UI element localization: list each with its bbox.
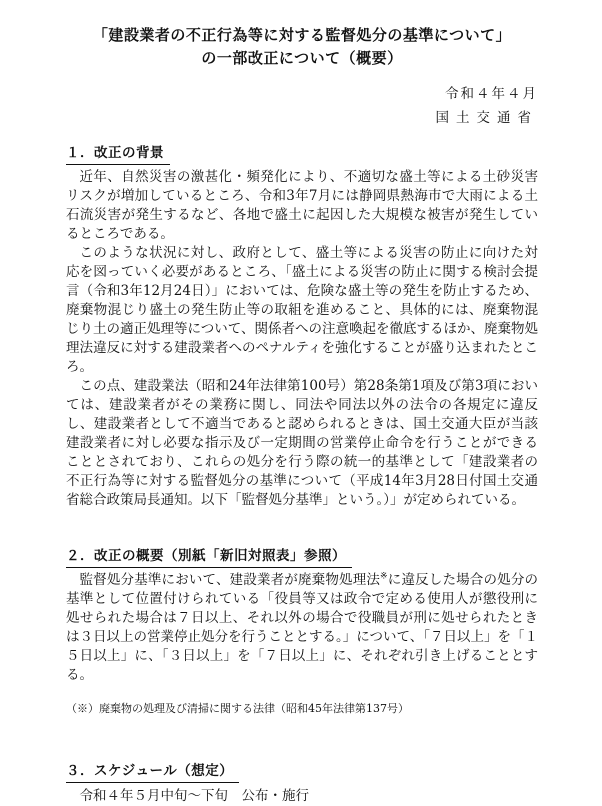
section-2-text-after-ref: に違反した場合の処分の基準として位置付けられている「役員等又は政令で定める使用人が懲役刑に処せられた場合は７日以上、それ以外の場合で役職員が刑に処せられたときは３日以上の営業停止処分を行うこととする。」について、「７日以上」を「１５日以上」に、「３日以上」を「７日以上」に、それぞれ引き上げることとする。 (66, 572, 538, 683)
section-1-body (66, 168, 538, 510)
section-2-heading: ２．改正の概要（別紙「新旧対照表」参照） (66, 546, 538, 568)
document-meta (66, 82, 538, 130)
document-date: 令和４年４月 (445, 86, 538, 102)
section-1-heading: １．改正の背景 (66, 143, 538, 165)
document-organization: 国土交通省 (435, 110, 538, 126)
section-3-heading: ３．スケジュール（想定） (66, 761, 538, 783)
section-2-text-before-ref: 監督処分基準において、建設業者が廃棄物処理法 (79, 572, 381, 588)
section-2-paragraph (66, 571, 538, 685)
schedule-text: 令和４年５月中旬～下旬 公布・施行 (79, 788, 309, 804)
section-1-paragraph-3: この点、建設業法（昭和24年法律第100号）第28条第1項及び第3項においては、建設業者がその業務に関し、同法や同法以外の法令の各規定に違反し、建設業者として不適当であると認められるときは、国土交通大臣が当該建設業者に対し必要な指示及び一定期間の営業停止命令を行うことができることとされており、これらの処分を行う際の統一的基準として「建設業者の不正行為等に対する監督処分の基準について（平成14年3月28日付国土交通省総合政策局長通知。以下「監督処分基準」という。）」が定められている。 (66, 378, 538, 508)
section-2-body (66, 571, 538, 685)
section-1-paragraph-2: このような状況に対し、政府として、盛土等による災害の防止に向けた対応を図っていく必要があるところ、「盛土による災害の防止に関する検討会提言（令和3年12月24日）」においては、危険な盛土等の発生を防止するため、廃棄物混じり盛土の発生防止等の取組を進めること、具体的には、廃棄物混じり土の適正処理等について、関係者への注意喚起を徹底するほか、廃棄物処理法違反に対する建設業者へのペナルティを強化することが盛り込まれたところ。 (66, 245, 538, 375)
document-title-line2: の一部改正について（概要） (201, 49, 403, 67)
footnote: （※）廃棄物の処理及び清掃に関する法律（昭和45年法律第137号） (66, 702, 409, 715)
reference-mark: ※ (380, 571, 388, 582)
document-title-line1: 「建設業者の不正行為等に対する監督処分の基準について」 (92, 26, 512, 44)
section-1-paragraph-1: 近年、自然災害の激甚化・頻発化により、不適切な盛土等による土砂災害リスクが増加しているところ、令和3年7月には静岡県熱海市で大雨による土石流災害が発生するなど、各地で盛土に起因した大規模な被害が発生しているところである。 (66, 169, 538, 242)
document-title (66, 24, 538, 70)
